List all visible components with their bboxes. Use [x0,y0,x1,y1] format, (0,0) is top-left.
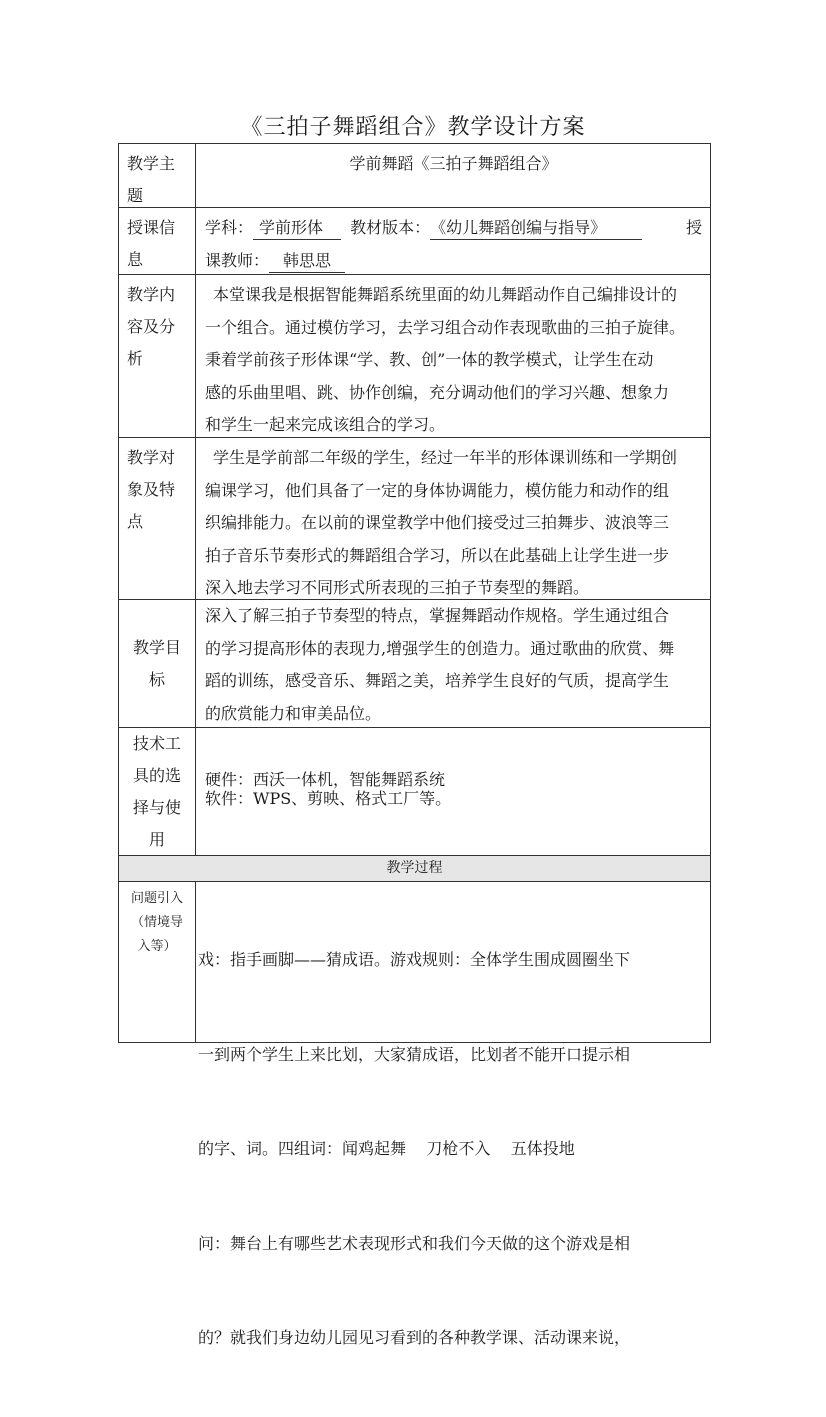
row-topic [119,144,710,208]
text-line: 和学生一起来完成该组合的学习。 [205,415,446,434]
label-line: （情境导 [130,915,183,930]
row-info [119,208,710,275]
row-label [119,275,196,437]
row-value [197,438,710,599]
teacher-label: 课教师： [205,250,270,270]
label-line: 教学内 [127,285,176,304]
label-line: 点 [127,512,144,531]
label-line: 技术工 [132,733,181,753]
label-line: 象及特 [127,480,176,499]
text-line: 的欣赏能力和审美品位。 [205,703,382,723]
text-line: 的字、词。四组词：闻鸡起舞 刀枪不入 五体投地 [198,1139,575,1158]
row-tools [119,728,710,855]
text-line: 本堂课我是根据智能舞蹈系统里面的幼儿舞蹈动作自己编排设计的 [213,285,678,304]
text-line: 编课学习，他们具备了一定的身体协调能力，模仿能力和动作的组 [205,480,670,500]
row-value [197,275,710,437]
text-line: 一到两个学生上来比划，大家猜成语，比划者不能开口提示相 [198,1044,631,1064]
topic-value: 学前舞蹈《三拍子舞蹈组合》 [349,154,558,173]
text-line: 学生是学前部二年级的学生，经过一年半的形体课训练和一学期创 [213,448,678,467]
label-line: 用 [148,829,165,849]
label-line: 择与使 [132,797,181,817]
label-line: 息 [127,250,144,269]
row-value [197,881,710,1347]
text-line: 一个组合。通过模仿学习，去学习组合动作表现歌曲的三拍子旋律。 [205,317,686,337]
label-line: 析 [127,349,144,368]
text-line: 软件：WPS、剪映、格式工厂等。 [205,789,452,808]
text-line: 的？就我们身边幼儿园见习看到的各种教学课、活动课来说， [198,1328,631,1347]
subject-value: 学前形体 [253,217,341,240]
text-line: 戏：指手画脚——猜成语。游戏规则：全体学生围成圆圈坐下 [198,950,631,969]
label-line: 题 [127,186,144,205]
label-line: 容及分 [127,317,176,336]
label-line: 教学目 [132,637,181,657]
text-line: 的学习提高形体的表现力,增强学生的创造力。通过歌曲的欣赏、舞 [205,638,675,658]
text-line: 硬件：西沃一体机，智能舞蹈系统 [205,770,446,789]
text-line: 深入了解三拍子节奏型的特点，掌握舞蹈动作规格。学生通过组合 [205,606,670,625]
text-line: 问：舞台上有哪些艺术表现形式和我们今天做的这个游戏是相 [198,1233,631,1253]
label-line: 具的选 [132,765,181,785]
text-line: 感的乐曲里唱、跳、协作创编，充分调动他们的学习兴趣、想象力 [205,382,670,402]
row-label [119,144,196,207]
row-label [119,438,196,599]
text-line: 秉着学前孩子形体课“学、教、创”一体的教学模式，让学生在动 [205,350,654,369]
row-label [119,208,196,274]
text-line: 深入地去学习不同形式所表现的三拍子节奏型的舞蹈。 [205,578,590,597]
row-label [119,728,196,855]
lesson-plan-table [118,143,711,1347]
edition-value: 《幼儿舞蹈创编与指导》 [430,217,642,240]
label-line: 入等） [137,939,177,954]
row-label [119,881,196,1042]
row-content [119,275,710,438]
teacher-value: 韩思思 [269,250,345,273]
label-line: 教学对 [127,448,176,467]
text-line: 拍子音乐节奏形式的舞蹈组合学习，所以在此基础上让学生进一步 [205,545,670,565]
text-line: 织编排能力。在以前的课堂教学中他们接受过三拍舞步、波浪等三 [205,513,670,532]
label-line: 授课信 [127,218,176,237]
document-title: 《三拍子舞蹈组合》教学设计方案 [240,115,586,140]
row-value [197,728,710,855]
row-label [119,600,196,727]
row-value [197,208,710,274]
section-header-process: 教学过程 [119,855,710,882]
label-line: 问题引入 [130,891,183,906]
row-students [119,438,710,600]
row-intro [119,881,710,1347]
row-goals [119,600,710,728]
label-line: 标 [148,669,165,689]
edition-label: 教材版本： [350,218,431,237]
row-value [197,144,710,207]
teacher-label-start: 授 [685,218,702,237]
text-line: 蹈的训练，感受音乐、舞蹈之美，培养学生良好的气质，提高学生 [205,671,670,690]
row-value [197,600,710,727]
label-line: 教学主 [127,154,176,173]
subject-label: 学科： [205,218,254,237]
